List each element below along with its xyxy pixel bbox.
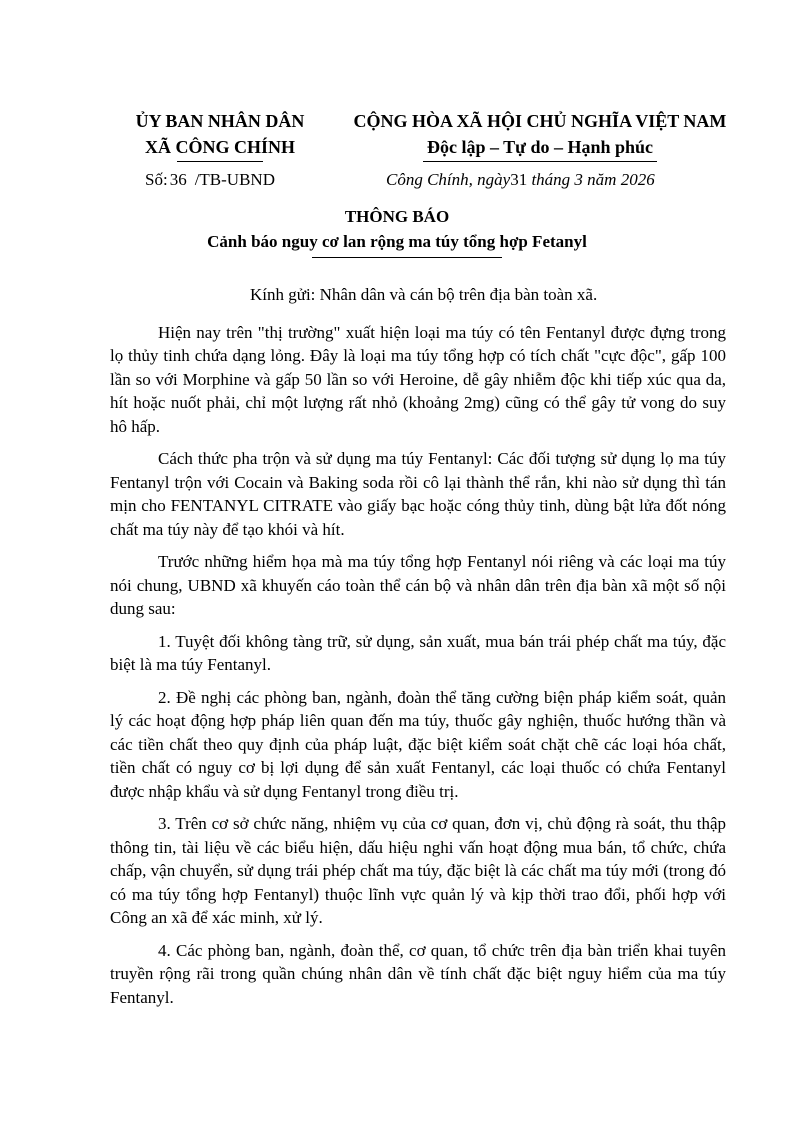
paragraph: 1. Tuyệt đối không tàng trữ, sử dụng, sản xuất, mua bán trái phép chất ma túy, đặc biệt là ma túy Fentanyl. [110,631,726,674]
document-number [145,168,275,192]
document-subtitle: Cảnh báo nguy cơ lan rộng ma túy tổng hợp Fetanyl [207,232,587,251]
motto-underline [423,161,657,162]
paragraph: Hiện nay trên "thị trường" xuất hiện loại ma túy có tên Fentanyl được đựng trong lọ thủy tinh chứa dạng lỏng. Đây là loại ma túy tổng hợp có tích chất "cực độc", gấp 100 lần so với Morphine và gấp 50 lần so với Heroine, dễ gây nhiễm độc khi tiếp xúc qua da, hít hoặc nuốt phải, chỉ một lượng rất nhỏ (khoảng 2mg) cũng có thể gây tử vong do suy hô hấp. [110,322,726,436]
paragraph: 3. Trên cơ sở chức năng, nhiệm vụ của cơ quan, đơn vị, chủ động rà soát, thu thập thông tin, tài liệu về các biểu hiện, dấu hiệu nghi vấn hoạt động mua bán, tổ chức, chứa chấp, vận chuyển, sử dụng trái phép chất ma túy, đặc biệt là các chất ma túy mới (trong đó có ma túy tổng hợp Fentanyl) thuộc lĩnh vực quản lý và kịp thời trao đổi, phối hợp với Công an xã để xác minh, xử lý. [110,814,726,927]
paragraph: 4. Các phòng ban, ngành, đoàn thể, cơ quan, tổ chức trên địa bàn triển khai tuyên truyền rộng rãi trong quần chúng nhân dân về tính chất đặc biệt nguy hiểm của ma túy Fentanyl. [110,940,726,1007]
issue-date [386,168,655,192]
document-title: THÔNG BÁO [344,207,450,226]
authority-line-1: ỦY BAN NHÂN DÂN [135,111,305,131]
greeting: Kính gửi: Nhân dân và cán bộ trên địa bàn toàn xã. [250,285,598,304]
paragraph: Cách thức pha trộn và sử dụng ma túy Fentanyl: Các đối tượng sử dụng lọ ma túy Fentanyl trộn với Cocain và Baking soda rồi cô lại thành thể rắn, khi nào sử dụng thì tán mịn cho FENTANYL CITRATE vào giấy bạc hoặc cóng thủy tinh, dùng bật lửa đốt nóng chất ma túy này để tạo khói và hít. [110,449,726,539]
date-suffix: tháng 3 năm 2026 [531,170,655,189]
nation-name: CỘNG HÒA XÃ HỘI CHỦ NGHĨA VIỆT NAM [353,111,727,131]
motto: Độc lập – Tự do – Hạnh phúc [426,137,654,157]
date-prefix: Công Chính, ngày [386,170,511,189]
national-motto [330,108,750,162]
authority-underline [177,161,263,162]
subtitle-underline [312,257,502,258]
date-day: 31 [510,170,528,189]
issuing-authority [110,108,330,162]
authority-line-2: XÃ CÔNG CHÍNH [144,137,295,157]
doc-number-suffix: /TB-UBND [194,170,275,189]
paragraph: 2. Đề nghị các phòng ban, ngành, đoàn thể tăng cường biện pháp kiểm soát, quản lý các hoạt động hợp pháp liên quan đến ma túy, thuốc gây nghiện, thuốc hướng thần và các tiền chất theo quy định của pháp luật, đặc biệt kiểm soát chặt chẽ các loại hóa chất, tiền chất có nguy cơ bị lợi dụng để sản xuất Fentanyl, các loại thuốc có chứa Fentanyl được nhập khẩu và sử dụng Fentanyl trong điều trị. [110,687,726,801]
paragraph: Trước những hiểm họa mà ma túy tổng hợp Fentanyl nói riêng và các loại ma túy nói chung, UBND xã khuyến cáo toàn thể cán bộ và nhân dân trên địa bàn xã một số nội dung sau: [110,552,726,618]
doc-number-value: 36 [169,170,187,189]
doc-number-prefix: Số: [145,170,168,189]
document-body [110,283,726,1018]
